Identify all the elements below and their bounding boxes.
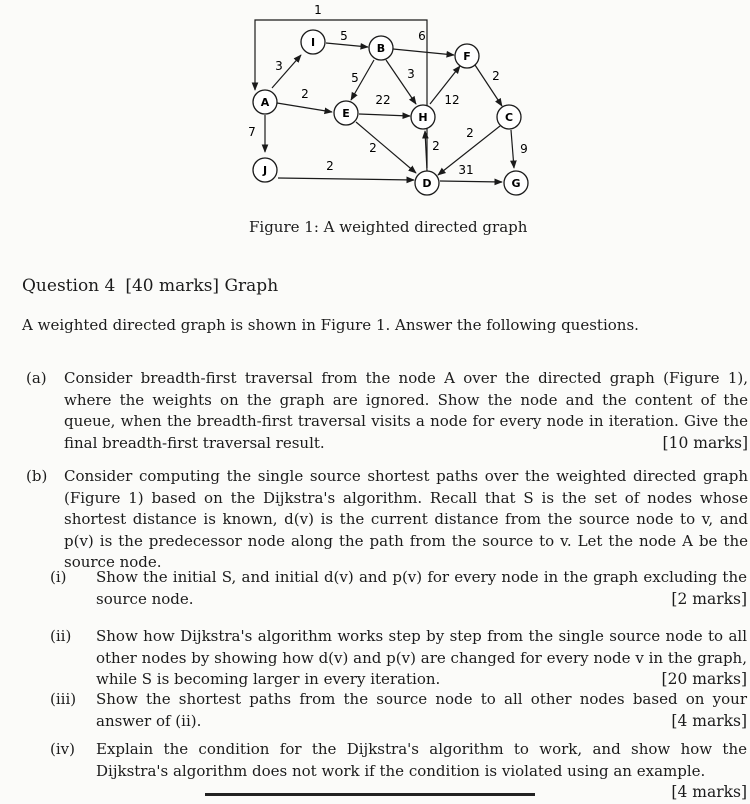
weighted-directed-graph: [0, 0, 750, 250]
weight-f-c: 2: [492, 69, 500, 83]
edge-weights: [248, 3, 528, 177]
weight-b-e: 5: [351, 71, 359, 85]
subpart-iii-text: Show the shortest paths from the source node to all other nodes based on your answer of (ii).: [96, 690, 747, 730]
svg-text:G: G: [511, 177, 521, 190]
edge-a-e: [277, 103, 332, 112]
svg-text:C: C: [504, 111, 514, 124]
node-g: [504, 171, 528, 195]
edge-c-g: [511, 130, 514, 168]
weight-a-i: 3: [275, 59, 283, 73]
node-h: [411, 105, 435, 129]
edge-d-g: [440, 181, 502, 182]
edge-e-h: [359, 114, 410, 116]
weight-i-b: 5: [340, 29, 348, 43]
question-number: Question 4: [22, 276, 116, 296]
question-intro: A weighted directed graph is shown in Figure 1. Answer the following questions.: [22, 316, 639, 334]
weight-a-e: 2: [301, 87, 309, 101]
svg-text:F: F: [463, 50, 471, 63]
part-a-marks: [10 marks]: [662, 433, 748, 452]
weight-b-f: 6: [418, 29, 426, 43]
subpart-iii-body: [96, 689, 747, 732]
svg-text:I: I: [310, 36, 316, 49]
node-b: [369, 36, 393, 60]
subpart-label: (ii): [50, 627, 72, 645]
weight-d-a: 1: [314, 3, 322, 17]
svg-text:B: B: [376, 42, 386, 55]
question-marks: [40 marks]: [125, 276, 220, 296]
part-b-text: Consider computing the single source shortest paths over the weighted directed graph (Figure 1) based on the Dijkstra's algorithm. Recall that S is the set of nodes whose shortest distance is known, d(v) is the current distance from the source node to v, and p(v) is the predecessor node along the path from the source to v. Let the node A be the source node.: [64, 467, 748, 571]
svg-text:D: D: [422, 177, 432, 190]
node-d: [415, 171, 439, 195]
edge-e-d: [356, 122, 416, 173]
part-label: (b): [26, 467, 48, 485]
subpart-label: (i): [50, 568, 67, 586]
svg-text:E: E: [342, 107, 350, 120]
subpart-iii-marks: [4 marks]: [671, 711, 747, 730]
part-text: [64, 368, 748, 454]
part-a-text: Consider breadth-first traversal from the node A over the directed graph (Figure 1), where the weights on the graph are ignored. Show the node and the content of the queue, when the breadth-first traversal visits a node for every node in iteration. Give the final breadth-first traversal result.: [64, 369, 748, 452]
subpart-ii-body: [96, 626, 747, 691]
weight-e-h: 22: [375, 93, 391, 107]
subpart-iv-marks: [4 marks]: [671, 783, 747, 801]
node-j: [253, 158, 277, 182]
subpart-i-marks: [2 marks]: [671, 589, 747, 608]
subpart-label: (iv): [50, 740, 75, 758]
weight-h-f: 12: [444, 93, 460, 107]
node-c: [497, 105, 521, 129]
subpart-iv-text: Explain the condition for the Dijkstra's algorithm to work, and show how the Dijkstra's algorithm does not work if the condition is violated using an example.: [96, 740, 747, 780]
page-bottom-rule: [205, 793, 535, 796]
subpart-i-body: [96, 567, 747, 610]
weight-e-d: 2: [369, 141, 377, 155]
node-a: [253, 90, 277, 114]
graph-nodes: [253, 30, 528, 195]
node-i: [301, 30, 325, 54]
subpart-ii-marks: [20 marks]: [661, 670, 747, 688]
question-topic: Graph: [224, 276, 279, 296]
subpart-ii-text: Show how Dijkstra's algorithm works step by step from the single source node to all other nodes by showing how d(v) and p(v) are changed for every node v in the graph, while S is becoming larger in every iteration.: [96, 627, 747, 688]
weight-a-j: 7: [248, 125, 256, 139]
edge-j-d: [278, 178, 414, 180]
weight-b-h: 3: [407, 67, 415, 81]
question-heading: [22, 276, 278, 296]
figure-caption: Figure 1: A weighted directed graph: [249, 218, 528, 236]
edge-b-f: [393, 49, 454, 55]
edge-i-b: [326, 43, 368, 47]
weight-j-d: 2: [326, 159, 334, 173]
svg-text:J: J: [262, 164, 268, 177]
weight-c-g: 9: [520, 142, 528, 156]
svg-text:H: H: [418, 111, 428, 124]
part-label: (a): [26, 369, 47, 387]
node-e: [334, 101, 358, 125]
subpart-label: (iii): [50, 690, 77, 708]
svg-text:A: A: [260, 96, 270, 109]
weight-d-g: 31: [458, 163, 474, 177]
node-f: [455, 44, 479, 68]
subpart-i-text: Show the initial S, and initial d(v) and p(v) for every node in the graph excluding the source node.: [96, 568, 747, 608]
weight-c-d: 2: [466, 126, 474, 140]
weight-d-h: 2: [432, 139, 440, 153]
